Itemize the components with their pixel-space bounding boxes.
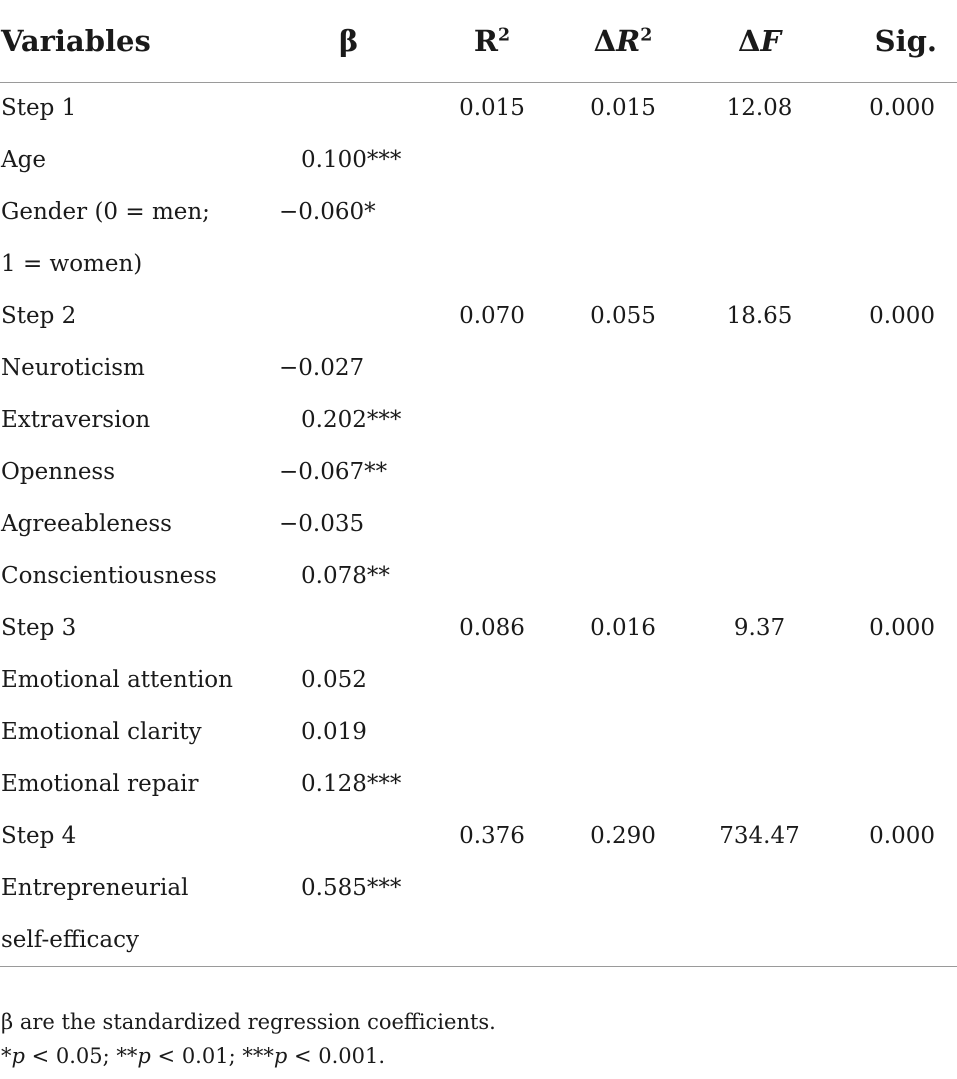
cell-sig: 0.000 (869, 95, 935, 122)
cell-delta-f (690, 914, 829, 966)
cell-delta-f (690, 706, 829, 758)
cell-delta-f: 9.37 (733, 615, 786, 641)
cell-delta-r-squared (556, 498, 690, 550)
cell-r-squared (428, 758, 556, 810)
cell-variable: Conscientiousness (1, 563, 217, 589)
cell-sig (829, 342, 957, 394)
cell-variable: Step 4 (1, 823, 77, 849)
cell-sig (829, 186, 957, 238)
cell-delta-f (690, 134, 829, 186)
table-row (0, 498, 957, 550)
table-row (0, 446, 957, 498)
cell-beta: −0.067** (279, 459, 388, 485)
cell-delta-f: 734.47 (719, 823, 800, 849)
cell-r-squared: 0.376 (459, 823, 525, 849)
cell-delta-f (690, 862, 829, 914)
cell-delta-f (690, 654, 829, 706)
cell-variable: Step 1 (1, 95, 77, 122)
table-row (0, 290, 957, 342)
cell-sig: 0.000 (869, 615, 935, 641)
cell-variable: Openness (1, 459, 116, 485)
cell-variable: Step 2 (1, 303, 77, 329)
cell-r-squared (428, 446, 556, 498)
cell-variable: 1 = women) (1, 251, 143, 277)
note-significance-levels: *p < 0.05; **p < 0.01; ***p < 0.001. (1, 1044, 386, 1068)
cell-sig (829, 758, 957, 810)
cell-beta: 0.202*** (301, 407, 402, 433)
table-row (0, 706, 957, 758)
cell-r-squared (428, 186, 556, 238)
cell-delta-f (690, 394, 829, 446)
cell-sig: 0.000 (869, 303, 935, 329)
cell-delta-r-squared (556, 654, 690, 706)
cell-delta-r-squared (556, 862, 690, 914)
cell-beta (273, 82, 428, 134)
header-r-squared-base: R (473, 23, 498, 58)
header-beta: β (273, 0, 428, 82)
cell-sig: 0.000 (869, 823, 935, 849)
cell-delta-f (690, 446, 829, 498)
cell-delta-f (690, 342, 829, 394)
table-row (0, 602, 957, 654)
cell-r-squared (428, 342, 556, 394)
cell-delta-r-squared (556, 342, 690, 394)
cell-beta: −0.060* (279, 199, 376, 225)
cell-variable: Entrepreneurial (1, 875, 189, 901)
cell-r-squared (428, 654, 556, 706)
cell-variable: Neuroticism (1, 355, 145, 381)
cell-delta-r-squared (556, 550, 690, 602)
header-delta-r-squared-delta: Δ (593, 23, 617, 58)
cell-sig (829, 498, 957, 550)
cell-sig (829, 550, 957, 602)
cell-variable: Emotional repair (1, 771, 199, 797)
cell-r-squared (428, 238, 556, 290)
cell-sig (829, 134, 957, 186)
cell-beta (273, 810, 428, 862)
cell-sig (829, 394, 957, 446)
cell-beta (273, 602, 428, 654)
header-delta-f-base: F (760, 23, 782, 58)
cell-delta-r-squared (556, 134, 690, 186)
table-row (0, 810, 957, 862)
header-r-squared (428, 0, 556, 82)
cell-r-squared (428, 550, 556, 602)
cell-r-squared (428, 706, 556, 758)
cell-delta-f: 12.08 (726, 95, 793, 122)
cell-r-squared (428, 914, 556, 966)
header-delta-r-squared-base: R (616, 23, 641, 58)
table-row (0, 758, 957, 810)
cell-variable: Extraversion (1, 407, 151, 433)
cell-beta: −0.027 (279, 355, 365, 381)
cell-beta (273, 290, 428, 342)
cell-beta: 0.052 (301, 667, 367, 693)
cell-delta-r-squared: 0.290 (590, 823, 656, 849)
cell-r-squared (428, 498, 556, 550)
cell-beta (273, 238, 428, 290)
cell-variable: Agreeableness (1, 511, 172, 537)
cell-beta: 0.100*** (301, 147, 402, 173)
cell-variable: Gender (0 = men; (1, 199, 210, 225)
cell-sig (829, 862, 957, 914)
cell-sig (829, 446, 957, 498)
header-variables: Variables (0, 0, 273, 82)
table-row (0, 134, 957, 186)
table-row (0, 82, 957, 134)
cell-delta-r-squared: 0.055 (590, 303, 656, 329)
header-delta-f-delta: Δ (737, 23, 761, 58)
table-row (0, 186, 957, 238)
cell-r-squared: 0.070 (459, 303, 525, 329)
cell-beta (273, 914, 428, 966)
cell-sig (829, 706, 957, 758)
header-delta-r-squared (556, 0, 690, 82)
table-row (0, 394, 957, 446)
cell-variable: Age (1, 147, 46, 173)
cell-delta-r-squared: 0.016 (590, 615, 656, 641)
table-body (0, 82, 957, 966)
cell-beta: 0.078** (301, 563, 390, 589)
table-row (0, 862, 957, 914)
header-delta-r-squared-sup: 2 (640, 25, 653, 46)
cell-delta-r-squared: 0.015 (590, 95, 656, 122)
cell-r-squared: 0.086 (459, 615, 525, 641)
cell-beta: 0.128*** (301, 771, 402, 797)
cell-delta-r-squared (556, 238, 690, 290)
cell-delta-f (690, 498, 829, 550)
cell-beta: 0.019 (301, 719, 367, 745)
cell-delta-f (690, 186, 829, 238)
cell-delta-f (690, 550, 829, 602)
table-row (0, 238, 957, 290)
cell-r-squared (428, 862, 556, 914)
cell-variable: Step 3 (1, 615, 77, 641)
cell-beta: 0.585*** (301, 875, 402, 901)
cell-r-squared (428, 394, 556, 446)
cell-delta-r-squared (556, 706, 690, 758)
cell-delta-f (690, 758, 829, 810)
header-row (0, 0, 957, 82)
cell-delta-r-squared (556, 446, 690, 498)
table-row (0, 342, 957, 394)
cell-variable: self-efficacy (0, 914, 273, 966)
cell-delta-r-squared (556, 758, 690, 810)
note-beta-definition: β are the standardized regression coefficients. (1, 1010, 496, 1034)
table-header (0, 0, 957, 82)
cell-r-squared: 0.015 (459, 95, 525, 122)
cell-delta-r-squared (556, 914, 690, 966)
cell-sig (829, 654, 957, 706)
header-delta-f (690, 0, 829, 82)
header-sig: Sig. (829, 0, 957, 82)
cell-sig (829, 914, 957, 966)
cell-delta-r-squared (556, 186, 690, 238)
cell-variable: Emotional clarity (1, 719, 202, 745)
cell-sig (829, 238, 957, 290)
table-row (0, 550, 957, 602)
table-row (0, 654, 957, 706)
cell-delta-f: 18.65 (726, 303, 793, 329)
cell-beta: −0.035 (279, 511, 365, 537)
header-r-squared-sup: 2 (498, 25, 511, 46)
cell-delta-f (690, 238, 829, 290)
cell-r-squared (428, 134, 556, 186)
table-row (0, 914, 957, 966)
cell-variable: Emotional attention (1, 667, 233, 693)
table-notes (1, 1005, 496, 1073)
cell-delta-r-squared (556, 394, 690, 446)
